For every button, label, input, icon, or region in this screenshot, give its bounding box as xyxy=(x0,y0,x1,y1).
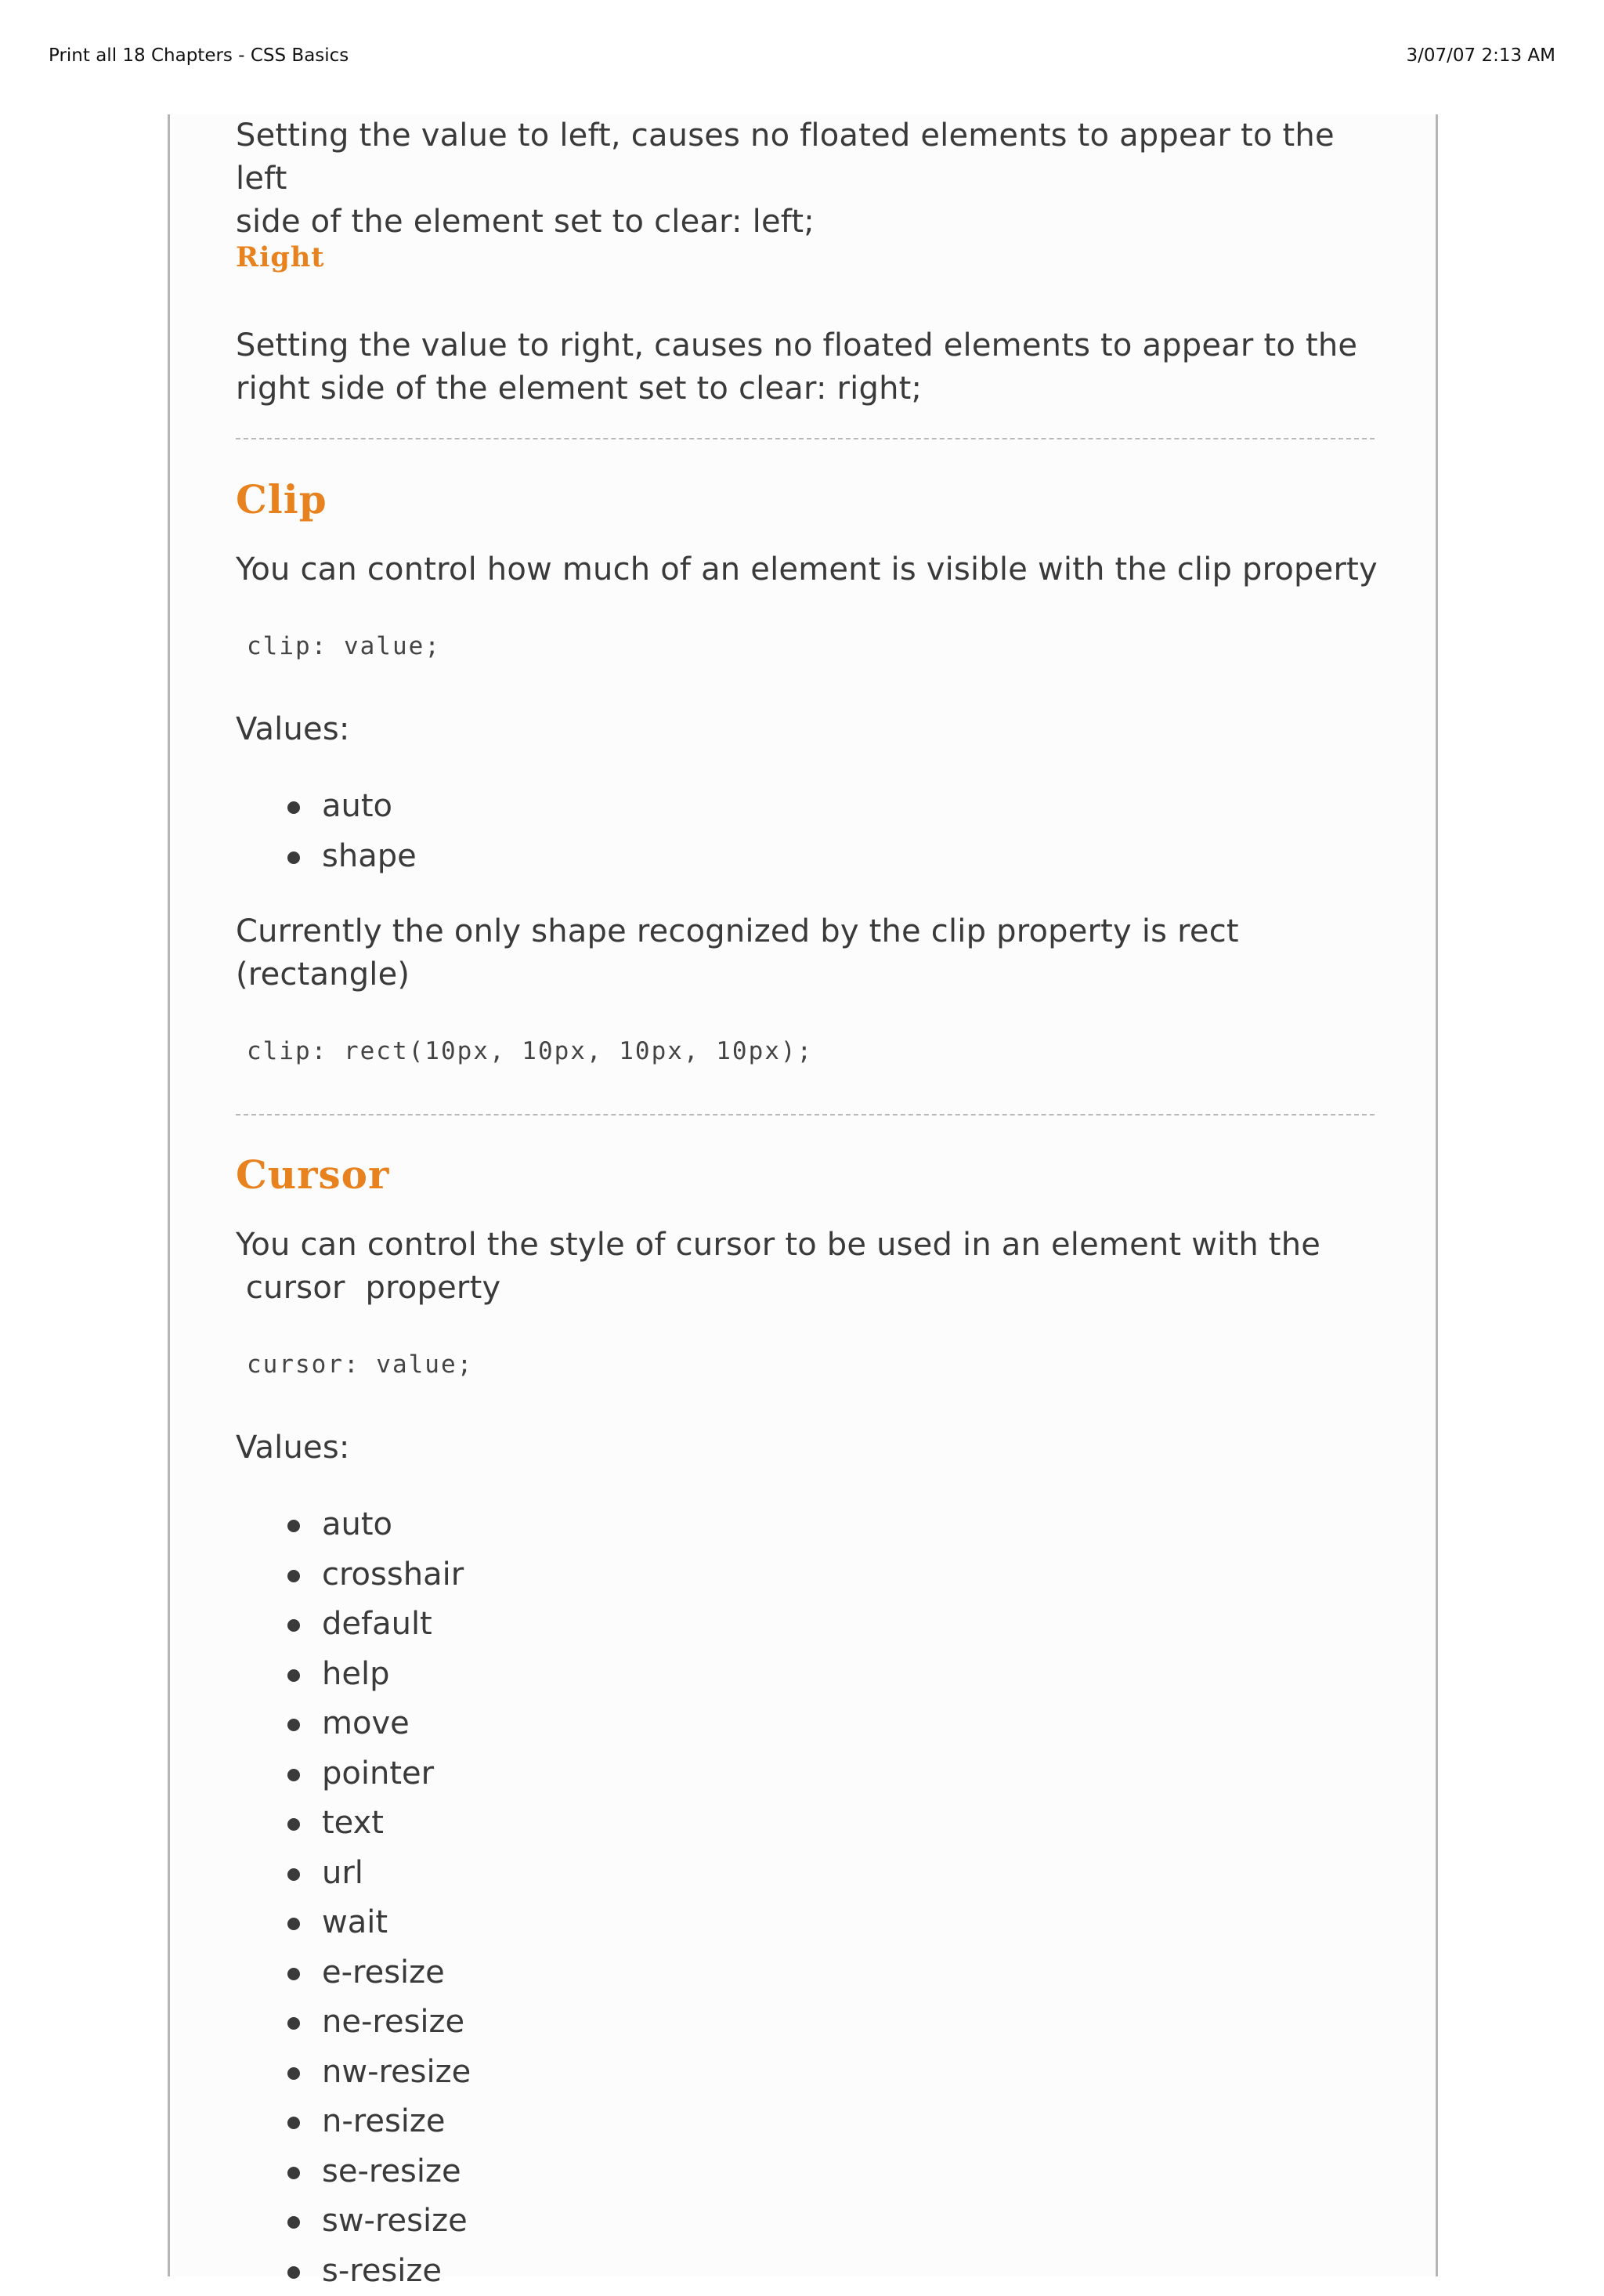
clip-syntax-code: clip: value; xyxy=(236,632,441,660)
cursor-value-item xyxy=(236,1948,471,1998)
clip-intro: You can control how much of an element is visible with the clip property xyxy=(236,548,1378,591)
cursor-heading: Cursor xyxy=(236,1152,389,1198)
cursor-values-list xyxy=(236,1500,471,2296)
bullet-icon xyxy=(287,1719,300,1731)
cursor-value-item xyxy=(236,1898,471,1948)
cursor-value-item-label: e-resize xyxy=(322,1954,445,1990)
clip-value-item-label: shape xyxy=(322,838,417,874)
cursor-value-item-label: crosshair xyxy=(322,1557,464,1593)
cursor-value-item xyxy=(236,2247,471,2296)
clip-heading: Clip xyxy=(236,476,327,522)
cursor-value-item xyxy=(236,2197,471,2247)
clip-example-code: clip: rect(10px, 10px, 10px, 10px); xyxy=(236,1037,813,1065)
cursor-value-item-label: wait xyxy=(322,1904,388,1940)
bullet-icon xyxy=(287,1669,300,1682)
clip-value-item-label: auto xyxy=(322,788,392,824)
cursor-value-item xyxy=(236,1998,471,2048)
bullet-icon xyxy=(287,1619,300,1632)
bullet-icon xyxy=(287,1520,300,1532)
cursor-value-item-label: move xyxy=(322,1705,410,1741)
bullet-icon xyxy=(287,2017,300,2030)
bullet-icon xyxy=(287,1918,300,1930)
bullet-icon xyxy=(287,801,300,814)
clear-right-description xyxy=(236,324,1357,410)
bullet-icon xyxy=(287,2117,300,2129)
bullet-icon xyxy=(287,2216,300,2229)
cursor-syntax-code: cursor: value; xyxy=(236,1350,473,1379)
clip-note xyxy=(236,910,1239,996)
cursor-value-item xyxy=(236,1749,471,1799)
right-subheading: Right xyxy=(236,241,324,273)
clip-note-line-1: Currently the only shape recognized by the clip property is rect xyxy=(236,913,1239,949)
bullet-icon xyxy=(287,1570,300,1582)
cursor-value-item xyxy=(236,2147,471,2197)
cursor-value-item-label: s-resize xyxy=(322,2253,442,2289)
page-frame xyxy=(168,114,1438,2276)
cursor-value-item-label: se-resize xyxy=(322,2153,461,2189)
clip-value-item xyxy=(236,782,417,832)
cursor-value-item xyxy=(236,1600,471,1650)
print-header xyxy=(0,45,1604,74)
clip-note-line-2: (rectangle) xyxy=(236,956,410,993)
cursor-value-item-label: text xyxy=(322,1805,384,1841)
clear-left-line-2: side of the element set to clear: left; xyxy=(236,204,815,240)
clip-values-list xyxy=(236,782,417,881)
cursor-value-item-label: nw-resize xyxy=(322,2054,471,2090)
cursor-value-item-label: ne-resize xyxy=(322,2004,464,2040)
clear-right-line-1: Setting the value to right, causes no floated elements to appear to the xyxy=(236,327,1357,363)
clear-right-line-2: right side of the element set to clear: right; xyxy=(236,371,922,407)
bullet-icon xyxy=(287,852,300,864)
cursor-value-item xyxy=(236,1849,471,1899)
cursor-value-item-label: help xyxy=(322,1656,389,1692)
clip-values-label: Values: xyxy=(236,708,350,751)
clear-left-description xyxy=(236,114,1381,244)
bullet-icon xyxy=(287,2067,300,2080)
cursor-value-item-label: n-resize xyxy=(322,2103,446,2139)
cursor-value-item xyxy=(236,1550,471,1600)
bullet-icon xyxy=(287,1769,300,1781)
cursor-intro xyxy=(236,1224,1320,1310)
bullet-icon xyxy=(287,1818,300,1831)
cursor-value-item-label: pointer xyxy=(322,1755,434,1792)
cursor-value-item-label: url xyxy=(322,1855,363,1891)
bullet-icon xyxy=(287,2266,300,2279)
bullet-icon xyxy=(287,2167,300,2179)
cursor-value-item-label: sw-resize xyxy=(322,2203,468,2239)
cursor-value-item xyxy=(236,1500,471,1550)
section-divider xyxy=(236,438,1375,439)
cursor-intro-line-1: You can control the style of cursor to be used in an element with the xyxy=(236,1227,1320,1263)
cursor-value-item xyxy=(236,2097,471,2147)
print-datetime: 3/07/07 2:13 AM xyxy=(1406,45,1555,66)
section-divider xyxy=(236,1114,1375,1115)
clip-value-item xyxy=(236,832,417,882)
clear-left-line-1: Setting the value to left, causes no floated elements to appear to the left xyxy=(236,118,1335,197)
cursor-values-label: Values: xyxy=(236,1426,350,1470)
cursor-value-item xyxy=(236,1650,471,1700)
cursor-value-item xyxy=(236,1799,471,1849)
cursor-value-item xyxy=(236,2048,471,2098)
cursor-value-item-label: default xyxy=(322,1606,432,1642)
cursor-intro-line-2: cursor property xyxy=(236,1270,500,1306)
cursor-value-item xyxy=(236,1699,471,1749)
bullet-icon xyxy=(287,1968,300,1980)
bullet-icon xyxy=(287,1868,300,1881)
cursor-value-item-label: auto xyxy=(322,1506,392,1542)
print-title: Print all 18 Chapters - CSS Basics xyxy=(49,45,349,66)
